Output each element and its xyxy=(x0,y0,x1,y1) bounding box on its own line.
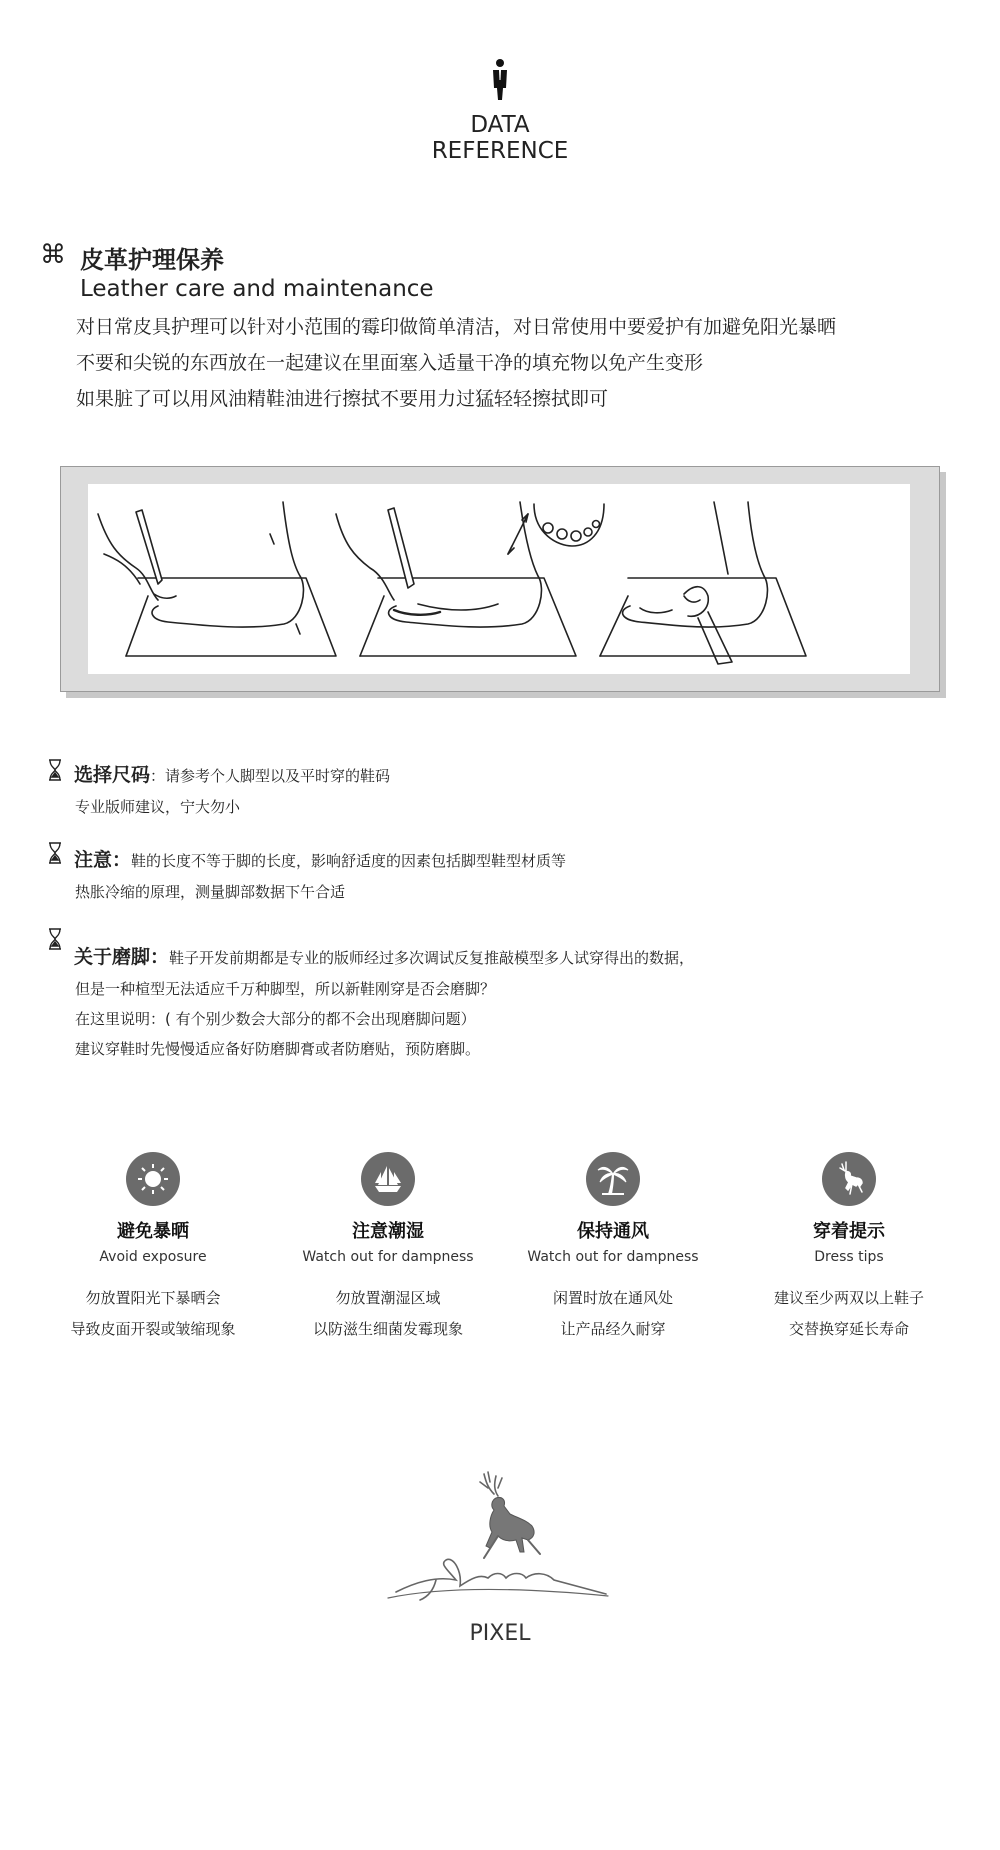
feature-ventilation xyxy=(513,1152,713,1339)
feature-desc: 交替换穿延长寿命 xyxy=(788,1320,909,1338)
feature-dress-tips xyxy=(749,1152,949,1339)
feature-title: 注意潮湿 xyxy=(352,1221,424,1242)
feature-desc: 导致皮面开裂或皱缩现象 xyxy=(70,1320,236,1338)
tip-text: 鞋子开发前期都是专业的版师经过多次调试反复推敲模型多人试穿得出的数据， xyxy=(169,949,695,967)
header-title-line1: DATA xyxy=(470,112,530,138)
care-title: 皮革护理保养 xyxy=(80,246,224,274)
tip-blister xyxy=(74,942,694,969)
hourglass-icon xyxy=(48,842,62,868)
tip-line: 专业版师建议，宁大勿小 xyxy=(75,798,241,816)
ship-icon xyxy=(361,1152,415,1206)
feature-title: 避免暴晒 xyxy=(117,1221,189,1242)
feature-subtitle: Watch out for dampness xyxy=(302,1249,474,1265)
feature-desc: 以防滋生细菌发霉现象 xyxy=(312,1320,463,1338)
feature-desc: 建议至少两双以上鞋子 xyxy=(773,1289,924,1307)
feature-subtitle: Avoid exposure xyxy=(99,1249,207,1265)
tip-line: 热胀冷缩的原理，测量脚部数据下午合适 xyxy=(75,883,346,901)
tip-title: 关于磨脚： xyxy=(74,946,170,968)
palm-tree-icon xyxy=(586,1152,640,1206)
feature-subtitle: Dress tips xyxy=(814,1249,884,1265)
tip-line: 但是一种楦型无法适应千万种脚型，所以新鞋刚穿是否会磨脚？ xyxy=(75,980,496,998)
care-text-line: 对日常皮具护理可以针对小范围的霉印做简单清洁，对日常使用中要爱护有加避免阳光暴晒 xyxy=(76,316,837,338)
feature-desc: 让产品经久耐穿 xyxy=(560,1320,666,1338)
feature-title: 穿着提示 xyxy=(813,1221,885,1242)
header-title-line2: REFERENCE xyxy=(431,138,569,164)
tip-note xyxy=(74,845,566,872)
tip-title: 注意： xyxy=(74,849,132,871)
tip-text: 鞋的长度不等于脚的长度，影响舒适度的因素包括脚型鞋型材质等 xyxy=(131,852,567,870)
tip-title: 选择尺码 xyxy=(74,764,151,786)
care-text-line: 如果脏了可以用风油精鞋油进行擦拭不要用力过猛轻轻擦拭即可 xyxy=(76,388,609,410)
care-subtitle: Leather care and maintenance xyxy=(80,276,434,302)
hourglass-icon xyxy=(48,928,62,954)
suit-person-icon xyxy=(488,58,512,102)
feature-desc: 闲置时放在通风处 xyxy=(552,1289,673,1307)
feature-title: 保持通风 xyxy=(577,1221,649,1242)
feature-dampness xyxy=(288,1152,488,1339)
brand-name: PIXEL xyxy=(469,1621,531,1646)
tip-line: 在这里说明：( 有个别少数会大部分的都不会出现磨脚问题） xyxy=(75,1010,476,1028)
feature-desc: 勿放置阳光下暴晒会 xyxy=(85,1289,221,1307)
deer-logo-icon xyxy=(376,1468,626,1618)
tip-line: 建议穿鞋时先慢慢适应备好防磨脚膏或者防磨贴，预防磨脚。 xyxy=(75,1040,481,1058)
sun-icon xyxy=(126,1152,180,1206)
command-icon: ⌘ xyxy=(40,240,66,270)
feature-avoid-exposure xyxy=(53,1152,253,1339)
tip-size xyxy=(74,760,390,787)
deer-icon xyxy=(822,1152,876,1206)
feature-desc: 勿放置潮湿区域 xyxy=(335,1289,441,1307)
foot-measurement-illustration xyxy=(88,484,910,674)
feature-subtitle: Watch out for dampness xyxy=(527,1249,699,1265)
care-text-line: 不要和尖锐的东西放在一起建议在里面塞入适量干净的填充物以免产生变形 xyxy=(76,352,704,374)
hourglass-icon xyxy=(48,759,62,785)
tip-text: ：请参考个人脚型以及平时穿的鞋码 xyxy=(150,767,391,785)
